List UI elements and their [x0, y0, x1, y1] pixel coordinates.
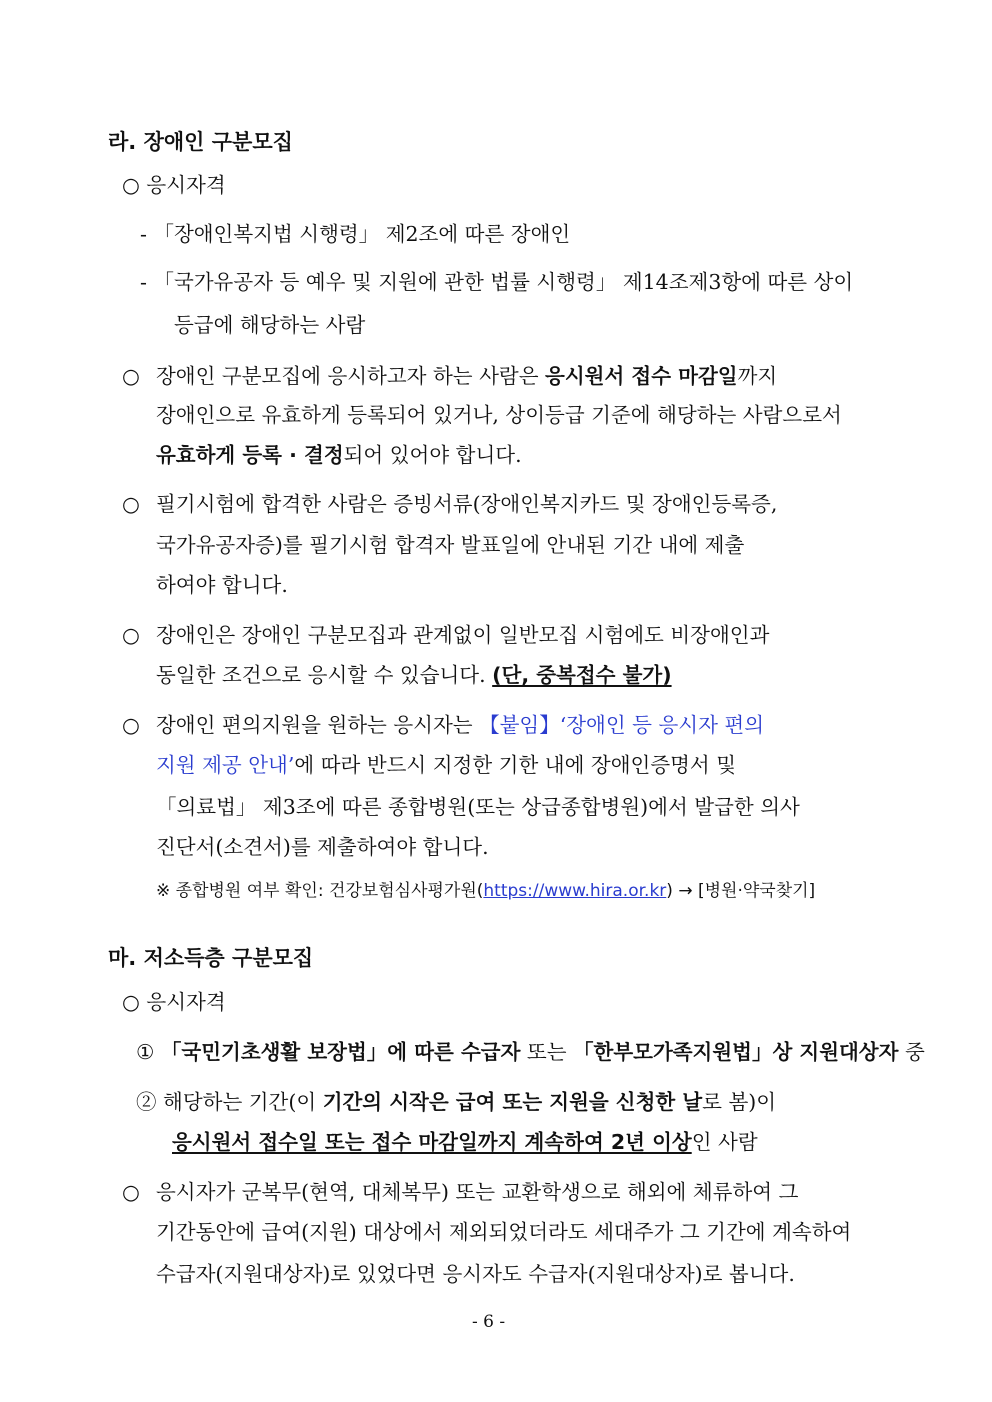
paragraph-line: 진단서(소견서)를 제출하여야 합니다. [156, 835, 489, 859]
bullet-circle: ○ [122, 623, 140, 647]
section-title-ra: 라. 장애인 구분모집 [108, 130, 293, 154]
paragraph-line: 하여야 합니다. [156, 573, 288, 597]
duplicate-notice: (단, 중복접수 불가) [492, 663, 672, 687]
bullet-circle: ○ [122, 1180, 140, 1204]
paragraph-line: 국가유공자증)를 필기시험 합격자 발표일에 안내된 기간 내에 제출 [156, 533, 745, 557]
hospital-check-note: ※ 종합병원 여부 확인: 건강보험심사평가원(https://www.hira.or.kr) → [병원·약국찾기] [156, 881, 816, 901]
period-start-emphasis: 기간의 시작은 급여 또는 지원을 신청한 날 [322, 1090, 703, 1114]
qualification-label: ○ 응시자격 [122, 173, 226, 197]
qualification-item: - 「장애인복지법 시행령」 제2조에 따른 장애인 [140, 222, 571, 246]
qualification-item-cont: 등급에 해당하는 사람 [174, 313, 366, 337]
qualification-item: - 「국가유공자 등 예우 및 지원에 관한 법률 시행령」 제14조제3항에 따른 상이 [140, 270, 854, 294]
paragraph-line: 동일한 조건으로 응시할 수 있습니다. (단, 중복접수 불가) [156, 663, 672, 687]
bullet-circle: ○ [122, 364, 140, 388]
single-parent-emphasis: 「한부모가족지원법」상 지원대상자 [573, 1040, 899, 1064]
numbered-item: ① 「국민기초생활 보장법」에 따른 수급자 또는 「한부모가족지원법」상 지원대상자 중 [136, 1040, 925, 1064]
numbered-item-cont: 응시원서 접수일 또는 접수 마감일까지 계속하여 2년 이상인 사람 [172, 1130, 758, 1154]
paragraph-line: 「의료법」 제3조에 따른 종합병원(또는 상급종합병원)에서 발급한 의사 [156, 795, 800, 819]
paragraph-line: 지원 제공 안내’에 따라 반드시 지정한 기한 내에 장애인증명서 및 [156, 753, 737, 777]
hira-link[interactable]: https://www.hira.or.kr [483, 881, 667, 901]
paragraph-line: 수급자(지원대상자)로 있었다면 응시자도 수급자(지원대상자)로 봅니다. [156, 1262, 795, 1286]
paragraph-line: 기간동안에 급여(지원) 대상에서 제외되었더라도 세대주가 그 기간에 계속하여 [156, 1220, 852, 1244]
bullet-circle: ○ [122, 713, 140, 737]
paragraph-line: 장애인 구분모집에 응시하고자 하는 사람은 응시원서 접수 마감일까지 [156, 364, 778, 388]
attachment-reference-cont: 지원 제공 안내’ [156, 753, 295, 777]
registration-emphasis: 유효하게 등록 · 결정 [156, 443, 344, 467]
section-title-ma: 마. 저소득층 구분모집 [108, 946, 314, 970]
paragraph-line: 유효하게 등록 · 결정되어 있어야 합니다. [156, 443, 522, 467]
recipient-emphasis: 「국민기초생활 보장법」에 따른 수급자 [160, 1040, 521, 1064]
bullet-circle: ○ [122, 492, 140, 516]
attachment-reference: 【붙임】‘장애인 등 응시자 편의 [479, 713, 765, 737]
paragraph-line: 장애인은 장애인 구분모집과 관계없이 일반모집 시험에도 비장애인과 [156, 623, 770, 647]
numbered-item: ② 해당하는 기간(이 기간의 시작은 급여 또는 지원을 신청한 날로 봄)이 [136, 1090, 777, 1114]
duration-emphasis: 응시원서 접수일 또는 접수 마감일까지 계속하여 2년 이상 [172, 1130, 692, 1154]
paragraph-line: 장애인으로 유효하게 등록되어 있거나, 상이등급 기준에 해당하는 사람으로서 [156, 403, 842, 427]
paragraph-line: 필기시험에 합격한 사람은 증빙서류(장애인복지카드 및 장애인등록증, [156, 492, 778, 516]
page-number: - 6 - [472, 1312, 506, 1332]
deadline-emphasis: 응시원서 접수 마감일 [545, 364, 738, 388]
qualification-label: ○ 응시자격 [122, 990, 226, 1014]
paragraph-line: 장애인 편의지원을 원하는 응시자는 【붙임】‘장애인 등 응시자 편의 [156, 713, 765, 737]
paragraph-line: 응시자가 군복무(현역, 대체복무) 또는 교환학생으로 해외에 체류하여 그 [156, 1180, 799, 1204]
